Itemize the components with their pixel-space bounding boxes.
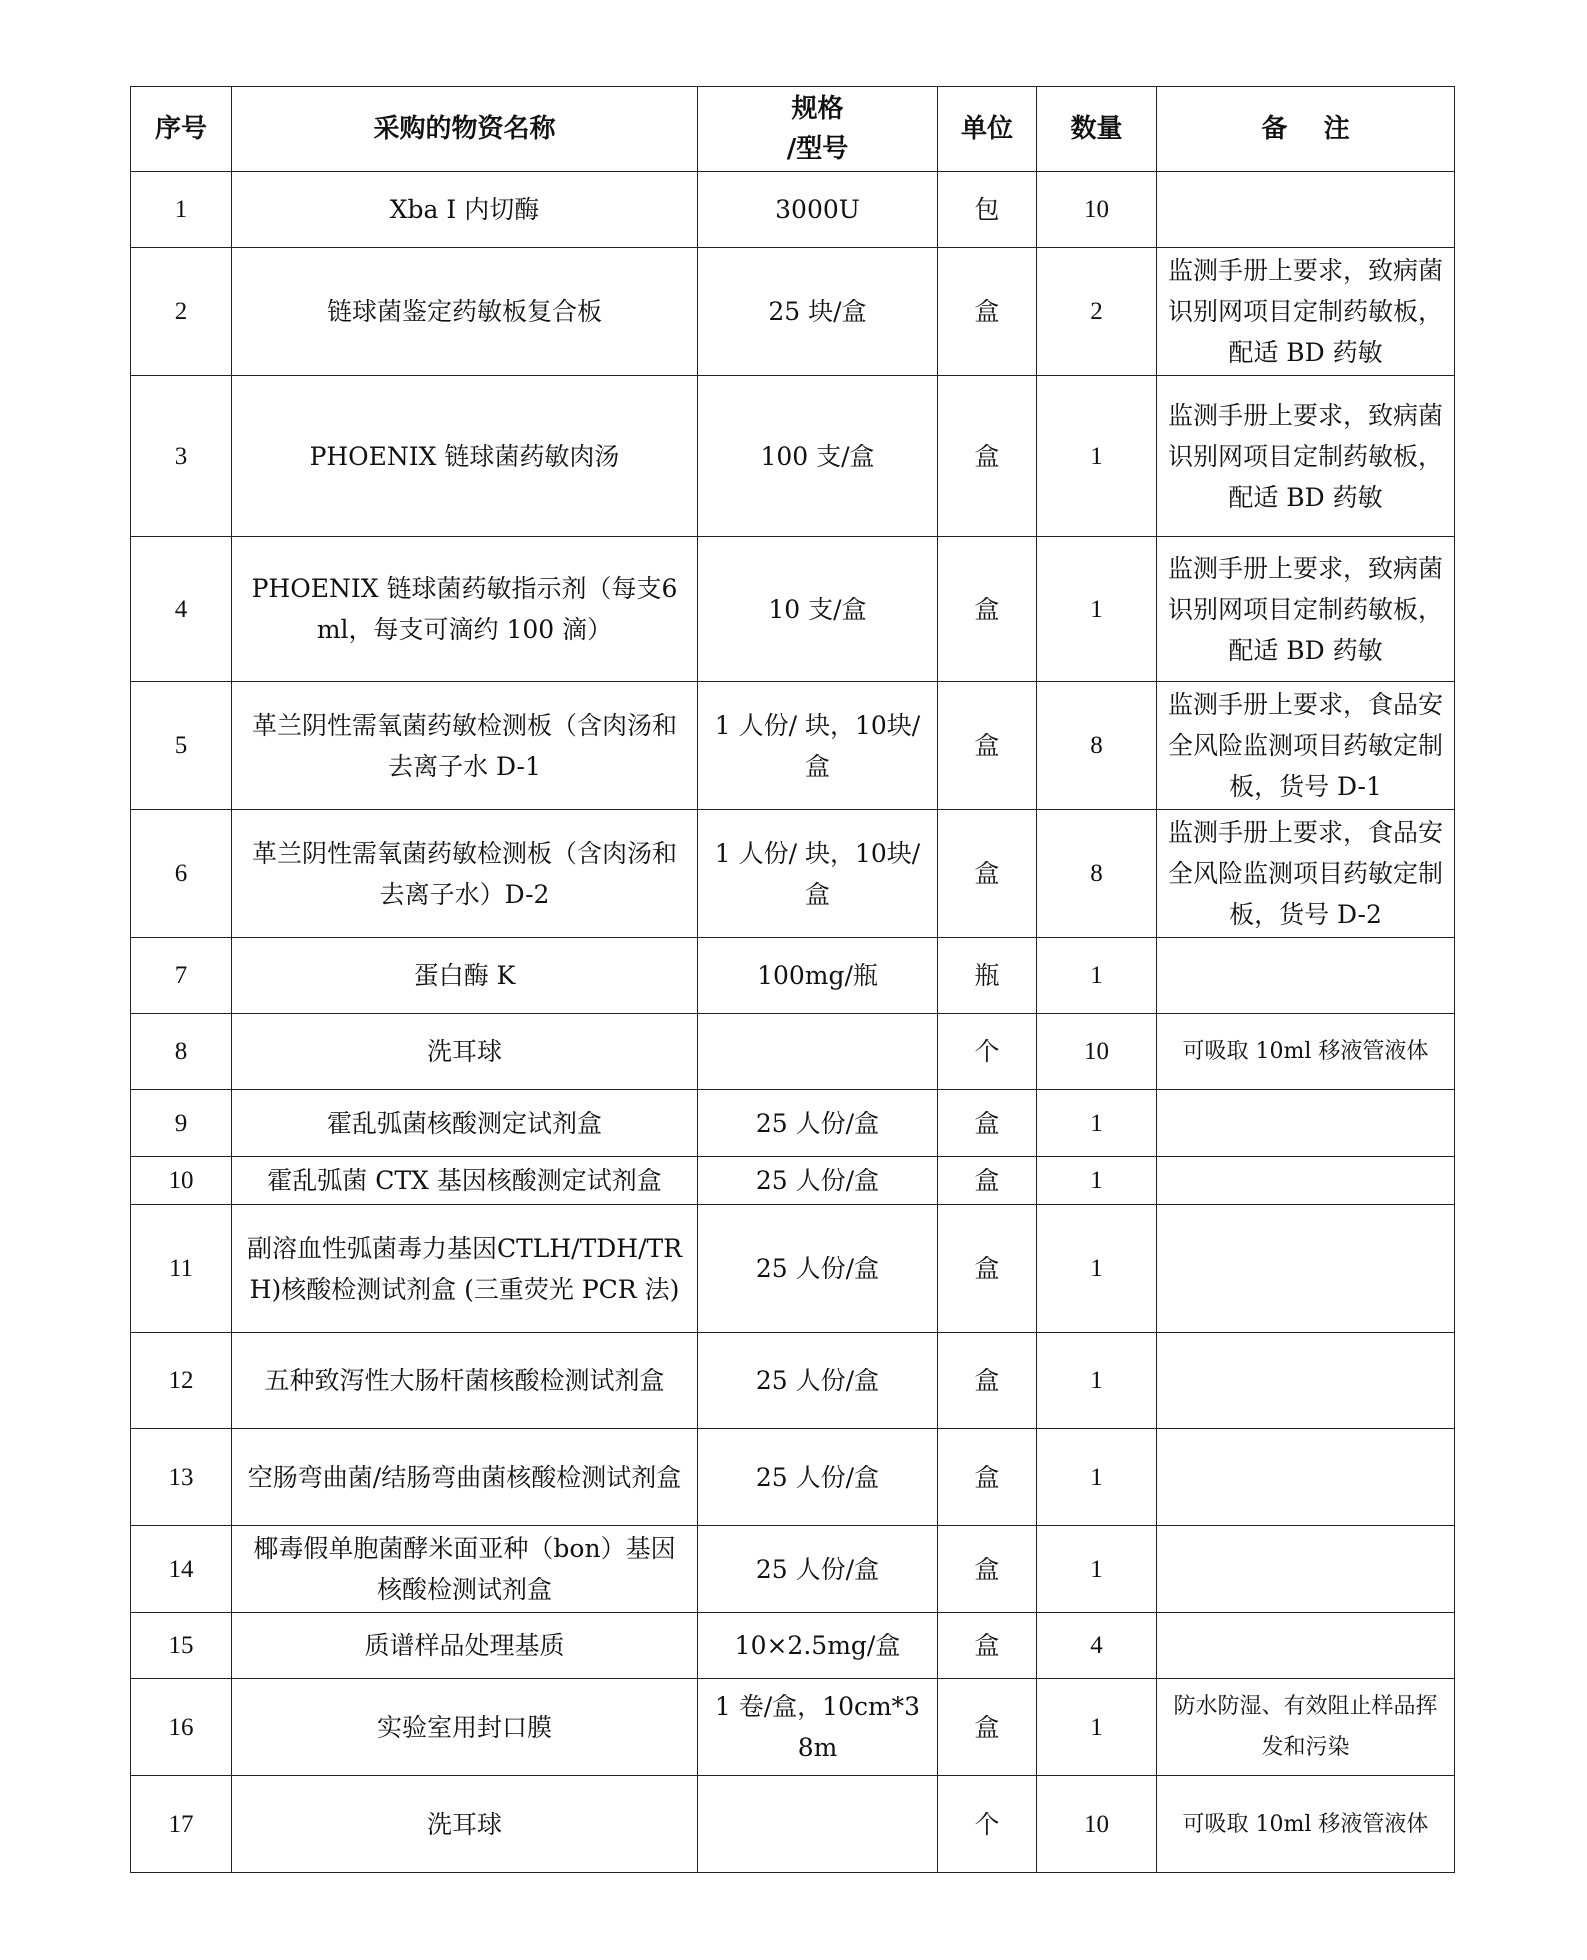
header-name: 采购的物资名称 xyxy=(232,87,698,172)
cell-name: 五种致泻性大肠杆菌核酸检测试剂盒 xyxy=(232,1333,698,1429)
cell-name: 链球菌鉴定药敏板复合板 xyxy=(232,248,698,376)
cell-qty: 10 xyxy=(1037,1014,1157,1090)
cell-qty: 10 xyxy=(1037,172,1157,248)
cell-spec: 25 人份/盒 xyxy=(698,1157,938,1205)
cell-remark: 监测手册上要求，致病菌识别网项目定制药敏板，配适 BD 药敏 xyxy=(1157,248,1455,376)
cell-unit: 个 xyxy=(938,1776,1037,1873)
cell-seq: 1 xyxy=(131,172,232,248)
cell-qty: 1 xyxy=(1037,1526,1157,1613)
cell-qty: 1 xyxy=(1037,1679,1157,1776)
cell-spec: 25 人份/盒 xyxy=(698,1205,938,1333)
table-row xyxy=(131,1157,1455,1205)
cell-remark xyxy=(1157,172,1455,248)
cell-name: 质谱样品处理基质 xyxy=(232,1613,698,1679)
cell-unit: 盒 xyxy=(938,1679,1037,1776)
cell-remark: 防水防湿、有效阻止样品挥发和污染 xyxy=(1157,1679,1455,1776)
cell-seq: 11 xyxy=(131,1205,232,1333)
cell-spec: 1 卷/盒，10cm*38m xyxy=(698,1679,938,1776)
cell-seq: 9 xyxy=(131,1090,232,1157)
table-row xyxy=(131,810,1455,938)
cell-name: 空肠弯曲菌/结肠弯曲菌核酸检测试剂盒 xyxy=(232,1429,698,1526)
procurement-table xyxy=(130,86,1455,1873)
header-remark: 备 注 xyxy=(1157,87,1455,172)
cell-remark xyxy=(1157,1157,1455,1205)
cell-unit: 盒 xyxy=(938,1429,1037,1526)
cell-unit: 盒 xyxy=(938,1090,1037,1157)
cell-unit: 盒 xyxy=(938,1613,1037,1679)
cell-qty: 1 xyxy=(1037,1157,1157,1205)
cell-qty: 1 xyxy=(1037,1205,1157,1333)
cell-spec xyxy=(698,1014,938,1090)
table-row xyxy=(131,1776,1455,1873)
cell-unit: 盒 xyxy=(938,1157,1037,1205)
cell-spec: 3000U xyxy=(698,172,938,248)
cell-qty: 8 xyxy=(1037,682,1157,810)
cell-spec: 10×2.5mg/盒 xyxy=(698,1613,938,1679)
cell-remark: 监测手册上要求，食品安全风险监测项目药敏定制板，货号 D-1 xyxy=(1157,682,1455,810)
cell-name: PHOENIX 链球菌药敏肉汤 xyxy=(232,376,698,537)
cell-qty: 1 xyxy=(1037,1429,1157,1526)
cell-spec: 25 人份/盒 xyxy=(698,1526,938,1613)
cell-unit: 盒 xyxy=(938,1333,1037,1429)
cell-unit: 盒 xyxy=(938,248,1037,376)
cell-spec: 25 人份/盒 xyxy=(698,1090,938,1157)
table-row xyxy=(131,248,1455,376)
cell-seq: 14 xyxy=(131,1526,232,1613)
table-row xyxy=(131,682,1455,810)
cell-qty: 1 xyxy=(1037,1333,1157,1429)
cell-spec: 10 支/盒 xyxy=(698,537,938,682)
cell-unit: 盒 xyxy=(938,1526,1037,1613)
cell-spec: 1 人份/ 块，10块/盒 xyxy=(698,810,938,938)
cell-name: PHOENIX 链球菌药敏指示剂（每支6ml，每支可滴约 100 滴） xyxy=(232,537,698,682)
cell-seq: 12 xyxy=(131,1333,232,1429)
cell-unit: 盒 xyxy=(938,1205,1037,1333)
cell-name: 霍乱弧菌核酸测定试剂盒 xyxy=(232,1090,698,1157)
cell-qty: 10 xyxy=(1037,1776,1157,1873)
cell-name: 革兰阴性需氧菌药敏检测板（含肉汤和去离子水）D-2 xyxy=(232,810,698,938)
table-row xyxy=(131,1205,1455,1333)
cell-spec xyxy=(698,1776,938,1873)
cell-spec: 25 人份/盒 xyxy=(698,1333,938,1429)
cell-seq: 7 xyxy=(131,938,232,1014)
table-row xyxy=(131,537,1455,682)
cell-remark: 监测手册上要求，致病菌识别网项目定制药敏板，配适 BD 药敏 xyxy=(1157,537,1455,682)
cell-seq: 8 xyxy=(131,1014,232,1090)
header-spec: 规格 /型号 xyxy=(698,87,938,172)
table-row xyxy=(131,1613,1455,1679)
cell-spec: 25 块/盒 xyxy=(698,248,938,376)
table-row xyxy=(131,1679,1455,1776)
cell-qty: 1 xyxy=(1037,376,1157,537)
header-qty: 数量 xyxy=(1037,87,1157,172)
cell-name: 革兰阴性需氧菌药敏检测板（含肉汤和去离子水 D-1 xyxy=(232,682,698,810)
cell-spec: 100mg/瓶 xyxy=(698,938,938,1014)
cell-qty: 4 xyxy=(1037,1613,1157,1679)
table-row xyxy=(131,376,1455,537)
cell-seq: 4 xyxy=(131,537,232,682)
cell-spec: 25 人份/盒 xyxy=(698,1429,938,1526)
cell-remark xyxy=(1157,938,1455,1014)
cell-unit: 盒 xyxy=(938,810,1037,938)
cell-unit: 瓶 xyxy=(938,938,1037,1014)
cell-seq: 5 xyxy=(131,682,232,810)
cell-unit: 盒 xyxy=(938,682,1037,810)
cell-seq: 16 xyxy=(131,1679,232,1776)
cell-unit: 盒 xyxy=(938,537,1037,682)
cell-name: 洗耳球 xyxy=(232,1776,698,1873)
cell-remark: 监测手册上要求，致病菌识别网项目定制药敏板，配适 BD 药敏 xyxy=(1157,376,1455,537)
header-unit: 单位 xyxy=(938,87,1037,172)
table-row xyxy=(131,1333,1455,1429)
cell-unit: 个 xyxy=(938,1014,1037,1090)
cell-spec: 1 人份/ 块，10块/盒 xyxy=(698,682,938,810)
table-row xyxy=(131,1526,1455,1613)
cell-name: 蛋白酶 K xyxy=(232,938,698,1014)
cell-unit: 盒 xyxy=(938,376,1037,537)
cell-remark xyxy=(1157,1333,1455,1429)
table-row xyxy=(131,1090,1455,1157)
cell-qty: 2 xyxy=(1037,248,1157,376)
cell-remark xyxy=(1157,1205,1455,1333)
cell-qty: 1 xyxy=(1037,537,1157,682)
cell-name: 副溶血性弧菌毒力基因CTLH/TDH/TRH)核酸检测试剂盒 (三重荧光 PCR 法) xyxy=(232,1205,698,1333)
cell-seq: 15 xyxy=(131,1613,232,1679)
header-seq: 序号 xyxy=(131,87,232,172)
cell-name: 椰毒假单胞菌酵米面亚种（bon）基因核酸检测试剂盒 xyxy=(232,1526,698,1613)
cell-qty: 1 xyxy=(1037,1090,1157,1157)
cell-name: 实验室用封口膜 xyxy=(232,1679,698,1776)
cell-remark xyxy=(1157,1526,1455,1613)
cell-remark: 监测手册上要求，食品安全风险监测项目药敏定制板，货号 D-2 xyxy=(1157,810,1455,938)
cell-remark xyxy=(1157,1429,1455,1526)
cell-seq: 17 xyxy=(131,1776,232,1873)
cell-name: Xba I 内切酶 xyxy=(232,172,698,248)
table-row xyxy=(131,1429,1455,1526)
header-row xyxy=(131,87,1455,172)
cell-seq: 13 xyxy=(131,1429,232,1526)
cell-name: 霍乱弧菌 CTX 基因核酸测定试剂盒 xyxy=(232,1157,698,1205)
cell-seq: 2 xyxy=(131,248,232,376)
cell-spec: 100 支/盒 xyxy=(698,376,938,537)
cell-seq: 6 xyxy=(131,810,232,938)
cell-qty: 8 xyxy=(1037,810,1157,938)
table-row xyxy=(131,172,1455,248)
table-row xyxy=(131,1014,1455,1090)
cell-name: 洗耳球 xyxy=(232,1014,698,1090)
cell-remark xyxy=(1157,1090,1455,1157)
cell-qty: 1 xyxy=(1037,938,1157,1014)
cell-seq: 10 xyxy=(131,1157,232,1205)
cell-remark: 可吸取 10ml 移液管液体 xyxy=(1157,1014,1455,1090)
cell-unit: 包 xyxy=(938,172,1037,248)
cell-remark: 可吸取 10ml 移液管液体 xyxy=(1157,1776,1455,1873)
cell-seq: 3 xyxy=(131,376,232,537)
cell-remark xyxy=(1157,1613,1455,1679)
table-row xyxy=(131,938,1455,1014)
